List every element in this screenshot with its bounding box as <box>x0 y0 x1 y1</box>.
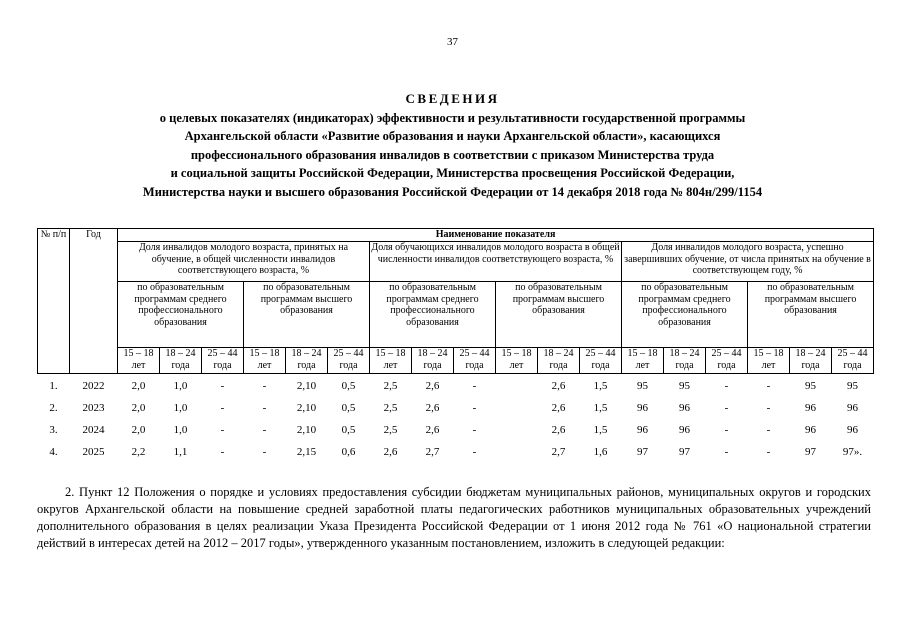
table-cell: 0,5 <box>341 424 356 437</box>
group-header: Доля инвалидов молодого возраста, успешно завершивших обучение, от числа принятых на обучение в соответствующем году, % <box>622 242 874 282</box>
table-cell: - <box>472 380 477 393</box>
table-row <box>38 398 874 420</box>
row-year: 2024 <box>82 424 105 437</box>
table-cell: 1,5 <box>593 380 608 393</box>
document-title <box>60 90 845 201</box>
program-header: по образовательным программам среднего профессионального образования <box>118 282 244 348</box>
age-header: 25 – 44 года <box>580 348 622 374</box>
table-cell: - <box>766 380 771 393</box>
table-cell: 95 <box>679 380 690 393</box>
table-cell: 96 <box>847 402 859 415</box>
table-cell: 2,0 <box>131 424 146 437</box>
table-cell: - <box>724 402 729 415</box>
program-header: по образовательным программам среднего профессионального образования <box>622 282 748 348</box>
table-row <box>38 442 874 464</box>
table-cell: - <box>220 402 225 415</box>
age-header: 15 – 18 лет <box>496 348 538 374</box>
age-header: 18 – 24 года <box>538 348 580 374</box>
table-cell: 96 <box>805 424 816 437</box>
row-year: 2023 <box>82 402 105 415</box>
table-cell: 96 <box>847 424 859 437</box>
table-cell: 2,5 <box>383 380 398 393</box>
program-header: по образовательным программам среднего профессионального образования <box>370 282 496 348</box>
table-cell: 1,5 <box>593 402 608 415</box>
row-year: 2022 <box>82 380 105 393</box>
age-header: 25 – 44 года <box>328 348 370 374</box>
program-header: по образовательным программам высшего образования <box>244 282 370 348</box>
table-cell: 2,0 <box>131 402 146 415</box>
table-cell: 95 <box>805 380 816 393</box>
table-cell: 97 <box>805 446 816 459</box>
table-cell: - <box>220 446 225 459</box>
table-cell: 97 <box>679 446 690 459</box>
table-cell: 2,6 <box>425 402 440 415</box>
row-number: 2. <box>49 402 58 415</box>
title-line: Архангельской области «Развитие образования и науки Архангельской области», касающихся <box>184 129 721 143</box>
table-cell: 2,10 <box>296 402 317 415</box>
table-cell <box>496 398 538 420</box>
title-heading: СВЕДЕНИЯ <box>405 91 500 106</box>
program-header: по образовательным программам высшего образования <box>496 282 622 348</box>
group-header: Доля инвалидов молодого возраста, принятых на обучение, в общей численности инвалидов соответствующего возраста, % <box>118 242 370 282</box>
table-cell: - <box>472 402 477 415</box>
row-number: 1. <box>49 380 58 393</box>
table-cell: 97 <box>637 446 648 459</box>
title-line: профессионального образования инвалидов в соответствии с приказом Министерства труда <box>190 147 715 162</box>
table-cell <box>496 374 538 399</box>
table-cell: 96 <box>805 402 816 415</box>
row-number: 3. <box>49 424 58 437</box>
program-header: по образовательным программам высшего образования <box>748 282 874 348</box>
table-cell: 1,1 <box>173 446 188 459</box>
table-cell: - <box>220 424 225 437</box>
table-cell: 2,2 <box>131 446 146 459</box>
age-header: 25 – 44 года <box>706 348 748 374</box>
table-cell: 2,0 <box>131 380 146 393</box>
age-header: 25 – 44 года <box>832 348 874 374</box>
table-cell: - <box>472 424 477 437</box>
table-cell: 2,6 <box>383 446 398 459</box>
table-row <box>38 374 874 399</box>
table-cell: 2,6 <box>551 424 566 437</box>
table-cell: 1,0 <box>173 424 188 437</box>
table-cell: 0,5 <box>341 402 356 415</box>
table-cell: 1,0 <box>173 380 188 393</box>
age-header: 15 – 18 лет <box>118 348 160 374</box>
table-cell: 95 <box>637 380 648 393</box>
table-cell: - <box>220 380 225 393</box>
table-cell: - <box>262 380 267 393</box>
table-cell: 2,10 <box>296 380 317 393</box>
table-cell: - <box>724 424 729 437</box>
table-cell: 2,7 <box>551 446 566 459</box>
table-cell: 2,6 <box>425 424 440 437</box>
page-number: 37 <box>447 36 458 48</box>
table-cell: - <box>766 446 771 459</box>
indicator-header: Наименование показателя <box>118 229 874 242</box>
table-cell: 95 <box>847 380 859 393</box>
row-number: 4. <box>49 446 58 459</box>
table-cell: 97». <box>842 446 863 459</box>
title-line: и социальной защиты Российской Федерации, Министерства просвещения Российской Федерации, <box>170 166 735 180</box>
age-header: 18 – 24 года <box>412 348 454 374</box>
col-header-num: № п/п <box>38 229 70 374</box>
table-cell: 1,6 <box>593 446 608 459</box>
table-cell: 96 <box>637 402 648 415</box>
title-line: о целевых показателях (индикаторах) эффективности и результативности государственной программы <box>159 110 746 125</box>
table-cell: - <box>262 446 267 459</box>
table-cell: 2,6 <box>551 380 566 393</box>
row-year: 2025 <box>82 446 105 459</box>
table-cell: - <box>262 424 267 437</box>
table-cell <box>496 420 538 442</box>
age-header: 25 – 44 года <box>202 348 244 374</box>
age-header: 15 – 18 лет <box>748 348 790 374</box>
col-header-year: Год <box>70 229 118 374</box>
table-cell: 0,5 <box>341 380 356 393</box>
age-header: 18 – 24 года <box>286 348 328 374</box>
table-cell: 96 <box>679 424 690 437</box>
table-cell <box>496 442 538 464</box>
table-cell: - <box>472 446 477 459</box>
table-cell: 0,6 <box>341 446 356 459</box>
table-cell: - <box>262 402 267 415</box>
age-header: 15 – 18 лет <box>370 348 412 374</box>
table-cell: 2,6 <box>551 402 566 415</box>
table-cell: 2,15 <box>296 446 317 459</box>
age-header: 18 – 24 года <box>790 348 832 374</box>
table-cell: 1,5 <box>593 424 608 437</box>
age-header: 25 – 44 года <box>454 348 496 374</box>
age-header: 18 – 24 года <box>160 348 202 374</box>
table-cell: - <box>724 446 729 459</box>
table-cell: 96 <box>679 402 690 415</box>
table-cell: 2,6 <box>425 380 440 393</box>
age-header: 15 – 18 лет <box>244 348 286 374</box>
indicators-table <box>37 228 874 464</box>
table-cell: 2,7 <box>425 446 440 459</box>
table-row <box>38 420 874 442</box>
table-cell: 2,5 <box>383 424 398 437</box>
table-cell: 2,5 <box>383 402 398 415</box>
table-cell: 2,10 <box>296 424 317 437</box>
age-header: 15 – 18 лет <box>622 348 664 374</box>
table-cell: 1,0 <box>173 402 188 415</box>
table-cell: - <box>766 402 771 415</box>
table-cell: - <box>724 380 729 393</box>
age-header: 18 – 24 года <box>664 348 706 374</box>
group-header: Доля обучающихся инвалидов молодого возраста в общей численности инвалидов соответствующего возраста, % <box>370 242 622 282</box>
title-line: Министерства науки и высшего образования Российской Федерации от 14 декабря 2018 года № 804н/299/1154 <box>142 184 763 199</box>
table-cell: - <box>766 424 771 437</box>
body-paragraph: 2. Пункт 12 Положения о порядке и условиях предоставления субсидии бюджетам муниципальных районов, муниципальных округов и городских округов Архангельской области на повышение средней заработной платы педагогических работников муниципальных образовательных учреждений дополнительного образования в целях реализации Указа Президента Российской Федерации от 1 июня 2012 года № 761 «О национальной стратегии действий в интересах детей на 2012 – 2017 годы», утвержденного указанным постановлением, изложить в следующей редакции: <box>37 485 871 550</box>
table-cell: 96 <box>637 424 648 437</box>
